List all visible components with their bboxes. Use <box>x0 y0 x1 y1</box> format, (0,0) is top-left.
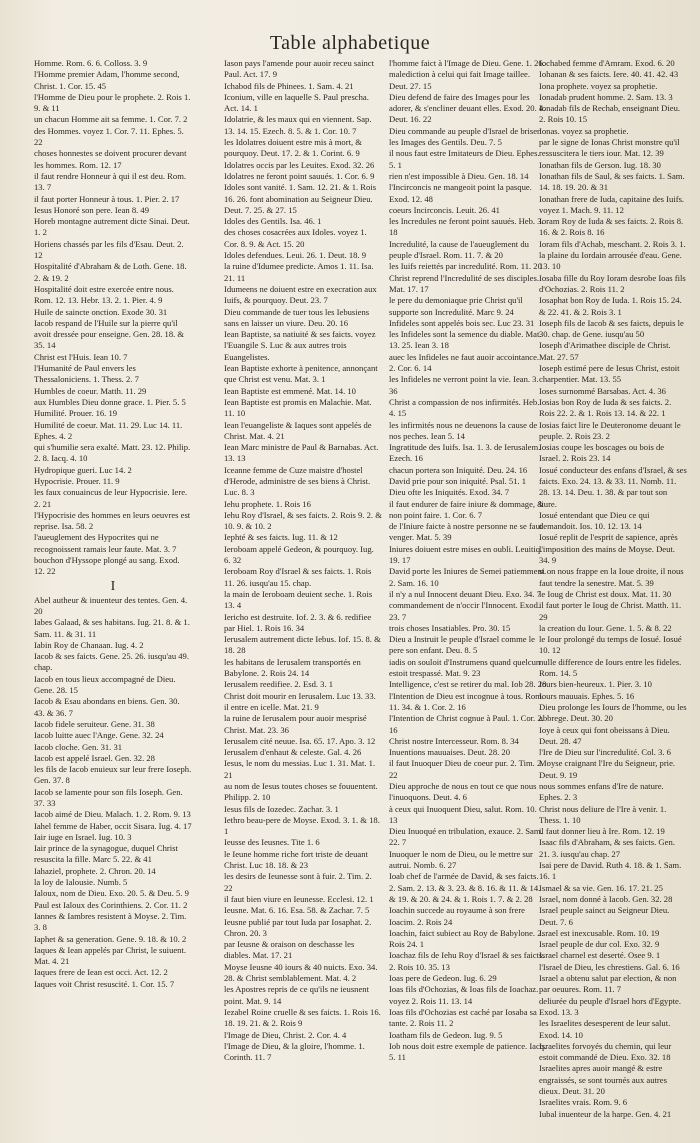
index-entry: Ioas fils d'Ochozias, & Ioas fils de Ioachaz. voyez 2. Rois 11. 13. 14 <box>389 984 539 1006</box>
index-entry: un chacun Homme ait sa femme. 1. Cor. 7. 2 <box>34 114 188 125</box>
index-entry: Ismael & sa vie. Gen. 16. 17. 21. 25 <box>539 882 663 893</box>
index-entry: Ioseph d'Arimathee disciple de Christ. Mat. 27. 57 <box>539 340 671 362</box>
index-entry: Iosué conducteur des enfans d'Israel, & ses faicts. Exo. 24. 13. & 33. 11. Nomb. 11. 28. 13. 14. Deu. 1. 38. & par tout son liure. <box>539 464 687 509</box>
index-entry: Paul est Ialoux des Corinthiens. 2. Cor. 11. 2 <box>34 899 188 910</box>
index-entry: l'Intention de Dieu est incognue à tous. Rom. 11. 34. & 1. Cor. 2. 16 <box>389 690 545 712</box>
index-entry: Iehu prophete. 1. Rois 16 <box>224 498 311 509</box>
index-entry: les Idolatres doiuent estre mis à mort, & pourquoy. Deut. 17. 2. & 1. Corint. 6. 9 <box>224 137 362 159</box>
index-entry: Moyse Ieusne 40 iours & 40 nuicts. Exo. 34. 28. & Christ semblablement. Mat. 4. 2 <box>224 961 378 984</box>
index-entry: il nous faut estre Imitateurs de Dieu. Ephes. 5. 1 <box>389 148 540 170</box>
index-entry: rien n'est impossible à Dieu. Gen. 18. 14 <box>389 170 529 181</box>
index-entry: Iean l'euangeliste & Iaques sont appelés de Christ. Mat. 4. 21 <box>224 419 372 441</box>
index-entry: Iair iuge en Israel. Iug. 10. 3 <box>34 831 132 842</box>
index-entry: Inuentions mauuaises. Deut. 28. 20 <box>389 747 511 758</box>
index-entry: Iesus fils de Iozedec. Zachar. 3. 1 <box>224 803 339 814</box>
index-entry: Ieusse des Ieusnes. Tite 1. 6 <box>224 837 320 848</box>
page-title: Table alphabetique <box>269 32 431 54</box>
index-entry: bouchon d'Hyssope plongé au sang. Exod. 12. 22 <box>34 555 180 577</box>
index-entry: Iours mauuais. Ephes. 5. 16 <box>539 690 635 701</box>
index-entry: au nom de Iesus toutes choses se fouuentent. Philipp. 2. 10 <box>224 781 378 803</box>
index-entry: Dieu Inuoqué en tribulation, exauce. 2. Sam. 22. 7 <box>389 826 543 848</box>
index-entry: Iosias bon Roy de Iuda & ses faicts. 2. Rois 22. 2. & 1. Rois 13. 14. & 22. 1 <box>539 396 672 419</box>
index-entry: l'Israel de Dieu, les chrestiens. Gal. 6. 16 <box>539 961 680 972</box>
index-entry: Iacob cloche. Gen. 31. 31 <box>34 741 123 752</box>
index-entry: Ioram Roy de Iuda & ses faicts. 2. Rois 8. 16. & 2. Rois 8. 16 <box>539 216 684 238</box>
index-entry: les infirmités nous ne deuenons la cause de nos peches. Iean 5. 14 <box>389 419 538 441</box>
index-entry: le pere du demoniaque prie Christ qu'il supporte son Incredulité. Marc 9. 24 <box>389 295 523 317</box>
index-entry: le Ioug de Christ est doux. Mat. 11. 30 <box>539 588 672 599</box>
index-entry: Ioachin succede au royaume à son frere Ioacim. 2. Rois 24 <box>389 905 525 927</box>
index-entry: Iericho est destruite. Iof. 2. 3. & 6. redifiee par Hiel. 1. Rois 16. 34 <box>224 611 372 633</box>
index-entry: l'Ire de Dieu sur l'incredulité. Col. 3. 6 <box>539 747 671 758</box>
index-entry: Iacob en tous lieux accompagné de Dieu. Gene. 28. 15 <box>34 673 176 696</box>
index-entry: les habitans de Ierusalem transportés en Babylone. 2. Rois 24. 14 <box>224 656 361 679</box>
index-entry: Ieusne. Mat. 6. 16. Esa. 58. & Zachar. 7. 5 <box>224 905 370 916</box>
index-entry: Christ nostre Intercesseur. Rom. 8. 34 <box>389 735 519 746</box>
index-entry: Dieu defend de faire des Images pour les adorer, & s'encliner deuant elles. Exod. 20. 4. Deut. 16. 22 <box>389 91 546 125</box>
index-entry: Isaac fils d'Abraham, & ses faicts. Gen. 21. 3. iusqu'au chap. 27 <box>539 837 675 859</box>
index-entry: l'Hypocrisie des hommes en leurs oeuvres est reprise. Isa. 58. 2 <box>34 509 191 532</box>
index-entry: les Infideles ne verront point la vie. Iean. 3. 36 <box>389 374 539 396</box>
index-entry: Iesus Honoré son pere. Iean 8. 49 <box>34 204 150 215</box>
index-entry: Ieusne publié par tout Iuda par Iosaphat. 2. Chron. 20. 3 <box>224 916 372 938</box>
index-entry: si on nous frappe en la Ioue droite, il nous faut tendre la senestre. Mat. 5. 39 <box>539 566 684 588</box>
index-entry: Iacob fidele seruiteur. Gene. 31. 38 <box>34 718 155 729</box>
index-entry: il faut donner lieu à Ire. Rom. 12. 19 <box>539 826 665 837</box>
index-entry: David porte les Iniures de Semei patiemment. 2. Sam. 16. 10 <box>389 566 547 588</box>
index-entry: il faut porter le Ioug de Christ. Matth. 11. 29 <box>539 600 682 622</box>
index-entry: Ioram fils d'Achab, meschant. 2. Rois 3. 1. la plaine du Iordain arrousée d'eau. Gene. 13. 10 <box>539 238 686 272</box>
index-entry: Dieu a Instruit le peuple d'Israel comme le pere son enfant. Deu. 8. 5 <box>389 634 535 656</box>
index-entry: Iaques voit Christ resuscité. 1. Cor. 15. 7 <box>34 978 175 989</box>
index-entry: les desirs de Ieunesse sont à fuir. 2. Tim. 2. 22 <box>224 871 372 893</box>
index-entry: Christ est l'Huis. Iean 10. 7 <box>34 351 128 362</box>
index-entry: la main de Ieroboam deuient seche. 1. Rois 13. 4 <box>224 588 373 611</box>
index-entry: l'homme faict à l'Image de Dieu. Gene. 1. 26. malediction à celui qui fait Image taillee. Deut. 27. 15 <box>389 58 545 91</box>
index-entry: Horeb montagne autrement dicte Sinai. Deut. 1. 2 <box>34 216 190 238</box>
index-entry: l'Homme premier Adam, l'homme second, Christ. 1. Cor. 15. 45 <box>34 69 180 91</box>
index-entry: Ionathan fils de Saul, & ses faicts. 1. Sam. 14. 18. 19. 20. & 31 <box>539 170 685 193</box>
index-entry: Abel autheur & inuenteur des tentes. Gen. 4. 20 <box>34 594 188 616</box>
index-entry: Ialoux, nom de Dieu. Exo. 20. 5. & Deu. 5. 9 <box>34 888 189 899</box>
index-entry: Iezabel Roine cruelle & ses faicts. 1. Rois 16. 18. 19. 21. & 2. Rois 9 <box>224 1006 381 1029</box>
index-entry: Iacob & ses faicts. Gene. 25. 26. iusqu'au 49. chap. <box>34 651 190 673</box>
index-entry: Iosué entendant que Dieu ce qui demandoit. Ios. 10. 12. 13. 14 <box>539 509 650 532</box>
index-entry: Idoles des Gentils. Isa. 46. 1 <box>224 216 322 227</box>
index-entry: Israelites forvoyés du chemin, qui leur estoit commandé de Dieu. Exo. 32. 18 <box>539 1040 672 1063</box>
index-entry: Dieu approche de nous en tout ce que nous l'inuoquons. Deut. 4. 6 <box>389 781 537 803</box>
index-column-2 <box>224 58 382 1128</box>
index-entry: il n'y a nul Innocent deuant Dieu. Exo. 34. 7 <box>389 588 541 599</box>
index-entry: les Iuifs reiettés par incredulité. Rom. 11. 20 <box>389 261 542 272</box>
index-entry: Iconium, ville en laquelle S. Paul prescha. Act. 14. 1 <box>224 91 369 114</box>
index-entry: par le signe de Ionas Christ monstre qu'il ressuscitera le tiers iour. Mat. 12. 39 <box>539 137 680 159</box>
index-entry: Iethro beau-pere de Moyse. Exod. 3. 1. & 18. 1 <box>224 814 380 837</box>
index-entry: Iason pays l'amende pour auoir receu sainct Paul. Act. 17. 9 <box>224 58 374 80</box>
index-entry: l'aueuglement des Hypocrites qui ne recognoissent ramais leur faute. Mat. 3. 7 <box>34 532 177 554</box>
index-entry: Iacob aimé de Dieu. Malach. 1. 2. Rom. 9. 13 <box>34 809 191 820</box>
index-entry: Ingratitude des Iuifs. Isa. 1. 3. de Ierusalem. Ezech. 16 <box>389 442 541 464</box>
index-entry: Iacob & Esau abondans en biens. Gen. 30. 43. & 36. 7 <box>34 696 180 718</box>
index-entry: Iosaba fille du Roy Ioram desrobe Ioas fils d'Ochozias. 2. Rois 11. 2 <box>539 272 686 294</box>
index-entry: Israel est inexcusable. Rom. 10. 19 <box>539 927 660 938</box>
index-entry: chacun portera son Iniquité. Deu. 24. 16 <box>389 464 528 475</box>
index-entry: Iean Baptiste, sa natiuité & ses faicts. voyez l'Euangile S. Luc & aux autres trois Euangelistes. <box>224 329 376 362</box>
index-entry: Idumeens ne doiuent estre en execration aux Iuifs, & pourquoy. Deut. 23. 7 <box>224 283 377 306</box>
index-entry: Iahel femme de Haber, occit Sisara. Iug. 4. 17 <box>34 820 192 831</box>
index-entry: Ieroboam appelé Gedeon, & pourquoy. Iug. 6. 32 <box>224 543 374 566</box>
index-column-1 <box>34 58 192 1128</box>
index-entry: Iaques frere de Iean est occi. Act. 12. 2 <box>34 967 168 978</box>
index-entry: choses honnestes se doivent procurer devant les hommes. Rom. 12. 17 <box>34 148 187 170</box>
index-entry: nulle difference de Iours entre les fideles. Rom. 14. 5 <box>539 656 682 679</box>
index-entry: Ioas fils d'Ochozias est caché par Iosaba sa tante. 2. Rois 11. 2 <box>389 1006 537 1029</box>
index-entry: Dieu ofte les Iniquités. Exod. 34. 7 <box>389 487 510 498</box>
index-entry: l'Image de Dieu, & la gloire, l'homme. 1. Corinth. 11. 7 <box>224 1040 365 1063</box>
index-entry: Ioatham fils de Gedeon. Iug. 9. 5 <box>389 1029 503 1040</box>
index-entry: Ionathan fils de Gerson. Iug. 18. 30 <box>539 159 661 170</box>
index-entry: il faut Inuoquer Dieu de coeur pur. 2. Tim. 2. 22 <box>389 758 544 780</box>
index-entry: il faut endurer de faire iniure & dommage, & non point faire. 1. Cor. 6. 7 <box>389 498 544 520</box>
index-entry: Iacob luitte auec l'Ange. Gene. 32. 24 <box>34 730 164 741</box>
index-entry: Ierusalem reedifiee. 2. Esd. 3. 1 <box>224 679 334 690</box>
index-entry: Iannes & Iambres resistent à Moyse. 2. Tim. 3. 8 <box>34 910 187 933</box>
index-entry: les Infideles sont la semence du diable. Mat. 13. 25. Iean 3. 18 <box>389 329 542 351</box>
index-entry: Iosias coupe les boscages ou bois de Israel. 2. Rois 23. 14 <box>539 442 665 464</box>
index-entry: trois choses Insatiables. Pro. 30. 15 <box>389 622 511 633</box>
index-entry: Ioseph estimé pere de Iesus Christ, estoit charpentier. Mat. 13. 55 <box>539 363 680 385</box>
index-entry: Moyse craignant l'Ire du Seigneur, prie. Deut. 9. 19 <box>539 758 676 780</box>
index-entry: Israel charnel est deserté. Osee 9. 1 <box>539 950 661 961</box>
index-entry: Iosué replit de l'esprit de sapience, après l'imposition des mains de Moyse. Deut. 34. 9 <box>539 532 678 566</box>
index-entry: Iochabed femme d'Amram. Exod. 6. 20 <box>539 58 675 68</box>
index-entry: iadis on souloit d'Instrumens quand quelcun estoit trespassé. Mat. 9. 23 <box>389 656 541 679</box>
index-entry: Ierusalem autrement dicte Iebus. Iof. 15. 8. & 18. 28 <box>224 634 381 656</box>
index-entry: la loy de Ialousie. Numb. 5 <box>34 877 128 888</box>
index-entry: Incredulité, la cause de l'aueuglement du peuple d'Israel. Rom. 11. 7. & 20 <box>389 238 529 261</box>
index-entry: il faut rendre Honneur à qui il est deu. Rom. 13. 7 <box>34 170 187 193</box>
index-entry: Iehu Roy d'Israel, & ses faicts. 2. Rois 9. 2. & 10. 9. & 10. 2 <box>224 509 382 532</box>
index-entry: les fils de Iacob enuieux sur leur frere Ioseph. Gen. 37. 8 <box>34 764 192 786</box>
index-entry: la ruine de Ierusalem pour auoir mesprisé Christ. Mat. 23. 36 <box>224 713 367 735</box>
index-entry: Iacob respand de l'Huile sur la pierre qu'il avoit dressée pour enseigne. Gen. 28. 18. & 35. 14 <box>34 317 185 351</box>
index-entry: Iabin Roy de Chanaan. Iug. 4. 2 <box>34 639 144 650</box>
index-entry: Intelligence, c'est se retirer du mal. Iob 28. 28 <box>389 679 547 690</box>
index-entry: Ioseph fils de Iacob & ses faicts, depuis le 30. chap. de Gene. iusqu'au 50 <box>539 317 684 340</box>
index-entry: Iabes Galaad, & ses habitans. Iug. 21. 8. & 1. Sam. 11. & 31. 11 <box>34 617 190 639</box>
index-entry: la creation du Iour. Gene. 1. 5. & 8. 22 <box>539 622 672 633</box>
index-entry: l'Homme de Dieu pour le prophete. 2. Rois 1. 9. & 11 <box>34 91 191 114</box>
index-entry: Iean Baptiste est promis en Malachie. Mat. 11. 10 <box>224 396 372 419</box>
index-entry: Iohanan & ses faicts. Iere. 40. 41. 42. 43 <box>539 69 679 80</box>
index-entry: Iosias faict lire le Deuteronome deuant le peuple. 2. Rois 23. 2 <box>539 419 681 441</box>
index-entry: Dieu prolonge les Iours de l'homme, ou les abbrege. Deut. 30. 20 <box>539 701 687 724</box>
index-entry: Horiens chassés par les fils d'Esau. Deut. 2. 12 <box>34 238 184 261</box>
index-entry: Ionas. voyez sa prophetie. <box>539 125 629 136</box>
index-entry: Huile de saincte onction. Exode 30. 31 <box>34 306 168 317</box>
index-entry: Ioye à ceux qui font obeissans à Dieu. Deut. 28. 47 <box>539 724 670 746</box>
index-entry: Ionathan frere de Iuda, capitaine des Iuifs. voyez 1. Mach. 9. 11. 12 <box>539 193 685 215</box>
index-columns <box>34 58 687 1128</box>
index-column-4 <box>539 58 687 1128</box>
index-entry: Israelites apres auoir mangé & estre engraissés, se sont tournés aux autres dieux. Deut. 31. 20 <box>539 1063 667 1097</box>
index-entry: à ceux qui Inuoquent Dieu, salut. Rom. 10. 13 <box>389 803 537 825</box>
index-entry: des Hommes. voyez 1. Cor. 7. 11. Ephes. 5. 22 <box>34 125 184 148</box>
index-entry: l'Intention de Christ cognue à Paul. 1. Cor. 2. 16 <box>389 713 544 735</box>
index-entry: Iours bien-heureux. 1. Pier. 3. 10 <box>539 679 652 690</box>
index-entry: Christ doit mourir en Ierusalem. Luc 13. 33. il entre en icelle. Mat. 21. 9 <box>224 690 376 712</box>
index-entry: Idoles sont vanité. 1. Sam. 12. 21. & 1. Rois 16. 26. font abomination au Seigneur Dieu. Deut. 7. 25. & 27. 15 <box>224 182 377 215</box>
index-entry: Ieroboam Roy d'Israel & ses faicts. 1. Rois 11. 26. iusqu'au 15. chap. <box>224 566 372 588</box>
index-entry: Ioses surnommé Barsabas. Act. 4. 36 <box>539 385 666 396</box>
index-entry: Iephté & ses faicts. Iug. 11. & 12 <box>224 532 338 543</box>
index-entry: des choses cosacrées aux Idoles. voyez 1. Cor. 8. 9. & Act. 15. 20 <box>224 227 367 249</box>
index-entry: par Ieusne & oraison on deschasse les diables. Mat. 17. 21 <box>224 939 355 961</box>
index-entry: il faut bien viure en Ieunesse. Ecclesi. 12. 1 <box>224 893 374 904</box>
index-entry: Iean Baptiste est emmené. Mat. 14. 10 <box>224 385 356 396</box>
index-entry: Christ reprend l'Incredulité de ses disciples. Mat. 17. 17 <box>389 272 539 294</box>
index-entry: coeurs Incirconcis. Leuit. 26. 41 <box>389 204 500 215</box>
index-entry: Iaques & Iean appelés par Christ, le suiuent. Mat. 4. 21 <box>34 944 187 967</box>
index-column-3 <box>389 58 547 1128</box>
index-entry: il faut porter Honneur à tous. 1. Pier. 2. 17 <box>34 193 180 204</box>
index-entry: Ioas pere de Gedeon. Iug. 6. 29 <box>389 973 497 984</box>
index-entry: Ioachaz fils de Iehu Roy d'Israel & ses faicts. 2. Rois 10. 35. 13 <box>389 950 545 972</box>
index-entry: l'Incirconcis ne mangeoit point la pasque. Exod. 12. 48 <box>389 182 532 204</box>
index-entry: Ioachin, faict subiect au Roy de Babylone. 2. Rois 24. 1 <box>389 927 544 950</box>
index-entry: Iahaziel, prophete. 2. Chron. 20. 14 <box>34 865 156 876</box>
index-entry: Hospitalité doit estre exercée entre nous. Rom. 12. 13. Hebr. 13. 2. 1. Pier. 4. 9 <box>34 283 174 306</box>
index-entry: Dieu commande de tuer tous les Iebusiens sans en laisser un viure. Deu. 20. 16 <box>224 306 370 328</box>
index-entry: Ionadab prudent homme. 2. Sam. 13. 3 <box>539 91 673 102</box>
index-entry: Dieu commande au peuple d'Israel de briser les Images des Gentils. Deu. 7. 5 <box>389 125 540 148</box>
index-entry: Inuoquer le nom de Dieu, ou le mettre sur autrui. Nomb. 6. 27 <box>389 848 533 871</box>
index-entry: qui s'humilie sera exalté. Matt. 23. 12. Philip. 2. 8. Iacq. 4. 10 <box>34 442 191 464</box>
index-entry: les Incredules ne feront point sauués. Heb. 3. 18 <box>389 216 544 238</box>
index-entry: Ioab chef de l'armée de David, & ses faicts. 2. Sam. 2. 13. & 3. 23. & 8. 16. & 11. & 14. & 19. & 20. & 24. & 1. Rois 1. 7. & 2. 28 <box>389 871 541 904</box>
index-entry: Infideles sont appelés bois sec. Luc 23. 31 <box>389 317 535 328</box>
index-entry: le Ieune homme riche fort triste de deuant Christ. Luc 18. 18. & 23 <box>224 848 368 871</box>
index-entry: commandement de n'occir l'Innocent. Exod. 23. 7 <box>389 600 541 622</box>
index-entry: auec les Infideles ne faut auoir accointance. 2. Cor. 6. 14 <box>389 351 540 374</box>
index-entry: Iona prophete. voyez sa prophetie. <box>539 80 658 91</box>
index-entry: Iaphet & sa generation. Gene. 9. 18. & 10. 2 <box>34 933 187 944</box>
index-entry: la ruine d'Idumee predicte. Amos 1. 11. Isa. 21. 11 <box>224 261 374 283</box>
index-entry: Iob nous doit estre exemple de patience. Iacq. 5. 11 <box>389 1040 547 1063</box>
index-entry: Ichabod fils de Phinees. 1. Sam. 4. 21 <box>224 80 354 91</box>
index-entry: Hypocrisie. Prouer. 11. 9 <box>34 475 120 486</box>
index-entry: Hydropique gueri. Luc 14. 2 <box>34 464 132 475</box>
index-entry: Iacob se lamente pour son fils Ioseph. Gen. 37. 33 <box>34 786 183 808</box>
index-entry: Ionadab fils de Rechab, enseignant Dieu. 2. Rois 10. 15 <box>539 103 681 125</box>
index-entry: Iubal inuenteur de la harpe. Gen. 4. 21 <box>539 1108 672 1119</box>
index-entry: Homme. Rom. 6. 6. Colloss. 3. 9 <box>34 58 148 68</box>
section-letter: I <box>110 578 116 594</box>
index-entry: Israel a obtenu salut par election, & non par oeuures. Rom. 11. 7 <box>539 973 677 995</box>
index-entry: Israel peuple sainct au Seigneur Dieu. Deut. 7. 6 <box>539 905 670 927</box>
index-entry: le Iour prolongé du temps de Iosué. Iosué 10. 12 <box>539 634 682 656</box>
index-entry: Humilité. Prouer. 16. 19 <box>34 408 118 419</box>
index-entry: Iair prince de la synagogue, duquel Christ resuscita la fille. Marc 5. 22. & 41 <box>34 843 178 865</box>
index-entry: Idolatrie, & les maux qui en viennent. Sap. 13. 14. 15. Ezech. 8. 5. & 1. Cor. 10. 7 <box>224 114 372 136</box>
index-entry: l'Humanité de Paul envers les Thessaloniciens. 1. Thess. 2. 7 <box>34 363 139 385</box>
index-entry: Idolatres occis par les Leuites. Exod. 32. 26 <box>224 159 375 170</box>
index-entry: Christ a compassion de nos infirmités. Heb. 4. 15 <box>389 396 540 419</box>
index-entry: les Apostres repris de ce qu'ils ne ieusnent point. Mat. 9. 14 <box>224 984 369 1006</box>
index-entry: Hospitalité d'Abraham & de Loth. Gene. 18. 2. & 19. 2 <box>34 261 187 283</box>
index-entry: Ierusalem cité neuue. Isa. 65. 17. Apo. 3. 12 <box>224 735 376 746</box>
index-entry: nous sommes enfans d'Ire de nature. Ephes. 2. 3 <box>539 781 664 803</box>
index-entry: Idoles defendues. Leui. 26. 1. Deut. 18. 9 <box>224 250 367 261</box>
index-entry: Iean Baptiste exhorte à penitence, annonçant que Christ est venu. Mat. 3. 1 <box>224 363 378 385</box>
index-entry: Idolatres ne feront point sauués. 1. Cor. 6. 9 <box>224 170 375 181</box>
index-entry: Israel, nom donné à Iacob. Gen. 32. 28 <box>539 893 673 904</box>
index-entry: aux Humbles Dieu donne grace. 1. Pier. 5. 5 <box>34 396 186 407</box>
index-entry: Ierusalem d'enhaut & celeste. Gal. 4. 26 <box>224 747 362 758</box>
index-entry: l'Image de Dieu, Christ. 2. Cor. 4. 4 <box>224 1029 347 1040</box>
index-entry: Iean Marc ministre de Paul & Barnabas. Act. 13. 13 <box>224 442 379 464</box>
index-entry: Israelites vrais. Rom. 9. 6 <box>539 1097 628 1108</box>
index-entry: les faux conuaincus de leur Hypocrisie. Iere. 2. 21 <box>34 487 188 509</box>
index-entry: Iceanne femme de Cuze maistre d'hostel d'Herode, administre de ses biens à Christ. Luc. 8. 3 <box>224 464 371 498</box>
index-entry: David prie pour son iniquité. Psal. 51. 1 <box>389 475 527 486</box>
index-entry: Iosaphat bon Roy de Iuda. 1. Rois 15. 24. & 22. 41. & 2. Rois 3. 1 <box>539 295 682 317</box>
index-entry: Humilité de coeur. Mat. 11. 29. Luc 14. 11. Ephes. 4. 2 <box>34 419 183 441</box>
index-entry: deliurée du peuple d'Israel hors d'Egypte. Exod. 13. 3 <box>539 995 681 1017</box>
index-entry: de l'Iniure faicte à nostre personne ne se faut venger. Mat. 5. 39 <box>389 521 543 543</box>
index-entry: Christ nous deliure de l'Ire à venir. 1. Thess. 1. 10 <box>539 803 667 825</box>
index-entry: Israel peuple de dur col. Exo. 32. 9 <box>539 939 660 950</box>
index-entry: Iacob est appelé Israel. Gen. 32. 28 <box>34 752 155 763</box>
index-entry: les Israelites desesperent de leur salut. Exod. 14. 10 <box>539 1018 671 1040</box>
index-entry: Humbles de coeur. Matth. 11. 29 <box>34 385 147 396</box>
index-entry: Isai pere de David. Ruth 4. 18. & 1. Sam. 16. 1 <box>539 860 682 882</box>
index-entry: Iesus, le nom du messias. Luc 1. 31. Mat. 1. 21 <box>224 758 376 780</box>
index-entry: Iniures doiuent estre mises en oubli. Leuitiq. 19. 17 <box>389 543 543 566</box>
